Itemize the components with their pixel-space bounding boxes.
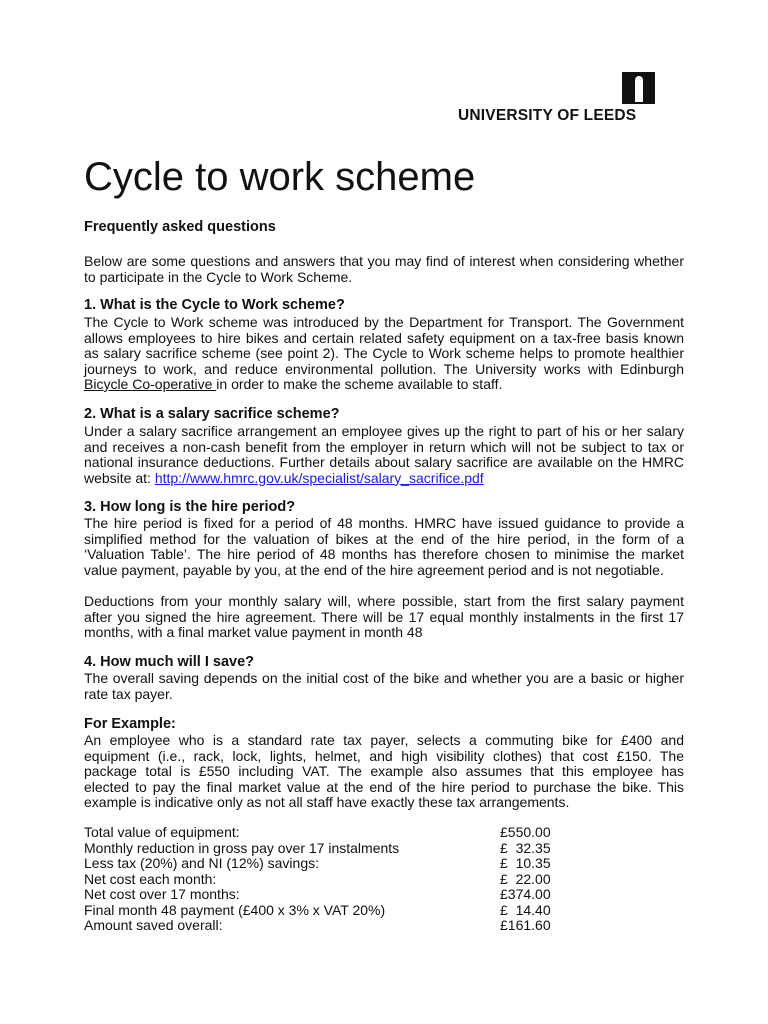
text-line: and receives a non-cash benefit from the employer in return which will not be subject to tax or — [84, 438, 684, 455]
edinburgh-bicycle-link[interactable]: Bicycle Co-operative — [84, 376, 217, 392]
cost-label: Final month 48 payment (£400 x 3% x VAT 20%) — [84, 901, 386, 918]
text-line: Deductions from your monthly salary will, where possible, start from the first salary payment — [84, 593, 684, 609]
text-line: months, with a final market value payment in month 48 — [84, 624, 423, 640]
text-line: value payment, payable by you, at the end of the hire agreement period and is not negotiable. — [84, 561, 664, 578]
logo-text: UNIVERSITY OF LEEDS — [458, 107, 637, 124]
cost-row — [84, 856, 551, 872]
cost-value: £ 32.35 — [500, 839, 551, 856]
page-title: Cycle to work scheme — [84, 155, 476, 199]
text-line: The Cycle to Work scheme was introduced by the Department for Transport. The Government — [84, 314, 684, 330]
example-heading: For Example: — [84, 716, 176, 732]
cost-label: Net cost each month: — [84, 870, 217, 887]
cost-label: Monthly reduction in gross pay over 17 instalments — [84, 839, 400, 856]
cost-value: £ 22.00 — [500, 870, 551, 887]
text-line: to participate in the Cycle to Work Scheme. — [84, 268, 353, 285]
q3-heading: 3. How long is the hire period? — [84, 499, 296, 515]
text-line: example is indicative only as not all staff have exactly these tax arrangements. — [84, 794, 570, 810]
cost-label: Less tax (20%) and NI (12%) savings: — [84, 855, 319, 871]
text-line: rate tax payer. — [84, 685, 173, 702]
cost-value: £161.60 — [500, 917, 551, 933]
cost-table — [84, 825, 551, 934]
cost-value: £ 10.35 — [500, 855, 551, 871]
q4-body — [84, 671, 684, 702]
text-line: equipment (i.e., rack, lock, lights, helmet, and high visibility clothes) that cost £150. The — [84, 747, 684, 764]
text-line: allows employees to hire bikes and certain related safety equipment on a tax-free basis known — [84, 329, 684, 346]
cost-label: Total value of equipment: — [84, 824, 240, 840]
cost-row — [84, 918, 551, 934]
example-body — [84, 733, 684, 811]
intro — [84, 254, 684, 285]
cost-label: Amount saved overall: — [84, 917, 223, 933]
subtitle: Frequently asked questions — [84, 219, 276, 235]
cost-row — [84, 872, 551, 888]
cost-value: £ 14.40 — [500, 901, 551, 918]
text-line: The hire period is fixed for a period of 48 months. HMRC have issued guidance to provide a — [84, 515, 684, 531]
text-line: An employee who is a standard rate tax payer, selects a commuting bike for £400 and — [84, 732, 684, 748]
text-line: elected to pay the final market value at the end of the hire period to purchase the bike. This — [84, 778, 684, 795]
q4-heading: 4. How much will I save? — [84, 654, 255, 670]
hmrc-link[interactable]: http://www.hmrc.gov.uk/specialist/salary_sacrifice.pdf — [154, 469, 484, 486]
text-line: after you signed the hire agreement. There will be 17 equal monthly instalments in the first 17 — [84, 608, 684, 625]
text-line: as salary sacrifice scheme (see point 2). The Cycle to Work scheme helps to promote healthier — [84, 345, 684, 361]
cost-row — [84, 841, 551, 857]
tower-icon — [622, 72, 655, 104]
text-line: national insurance deductions. Further details about salary sacrifice are available on the HMRC — [84, 454, 684, 470]
text-line: package total is £550 including VAT. The example also assumes that this employee has — [84, 763, 684, 779]
q2-body: Under a salary sacrifice arrangement an employee gives up the right to part of his or her salary and receives a non-cash benefit from the employer in return which will not be subject to tax or national insurance deductions. Further details about salary sacrifice are available on the HMRC website at: http://www.hmrc.gov.uk/specialist/salary_sacrifice.pdf — [84, 423, 684, 486]
cost-value: £550.00 — [500, 824, 551, 840]
q1-heading: 1. What is the Cycle to Work scheme? — [84, 297, 345, 313]
cost-label: Net cost over 17 months: — [84, 886, 240, 902]
text-line: Below are some questions and answers that you may find of interest when considering whether — [84, 253, 684, 269]
text-line: Under a salary sacrifice arrangement an employee gives up the right to part of his or her salary — [84, 423, 684, 439]
q3-para-2 — [84, 594, 684, 641]
text-line: journeys to work, and reduce environmental pollution. The University works with Edinburgh — [84, 360, 684, 377]
text-line: The overall saving depends on the initial cost of the bike and whether you are a basic or higher — [84, 670, 684, 686]
cost-row — [84, 825, 551, 841]
cost-row — [84, 887, 551, 903]
q2-heading: 2. What is a salary sacrifice scheme? — [84, 406, 340, 422]
q1-body: The Cycle to Work scheme was introduced by the Department for Transport. The Government allows employees to hire bikes and certain related safety equipment on a tax-free basis known as salary sacrifice scheme (see point 2). The Cycle to Work scheme helps to promote healthier journeys to work, and reduce environmental pollution. The University works with Edinburgh Bicycle Co-operative in order to make the scheme available to staff. — [84, 314, 684, 392]
q3-para-1 — [84, 516, 684, 578]
cost-value: £374.00 — [500, 886, 551, 902]
text-line: simplified method for the valuation of bikes at the end of the hire period, in the form of a — [84, 530, 684, 547]
university-logo — [458, 70, 658, 126]
cost-row — [84, 903, 551, 919]
text-line: ‘Valuation Table’. The hire period of 48 months has therefore chosen to minimise the market — [84, 546, 684, 562]
